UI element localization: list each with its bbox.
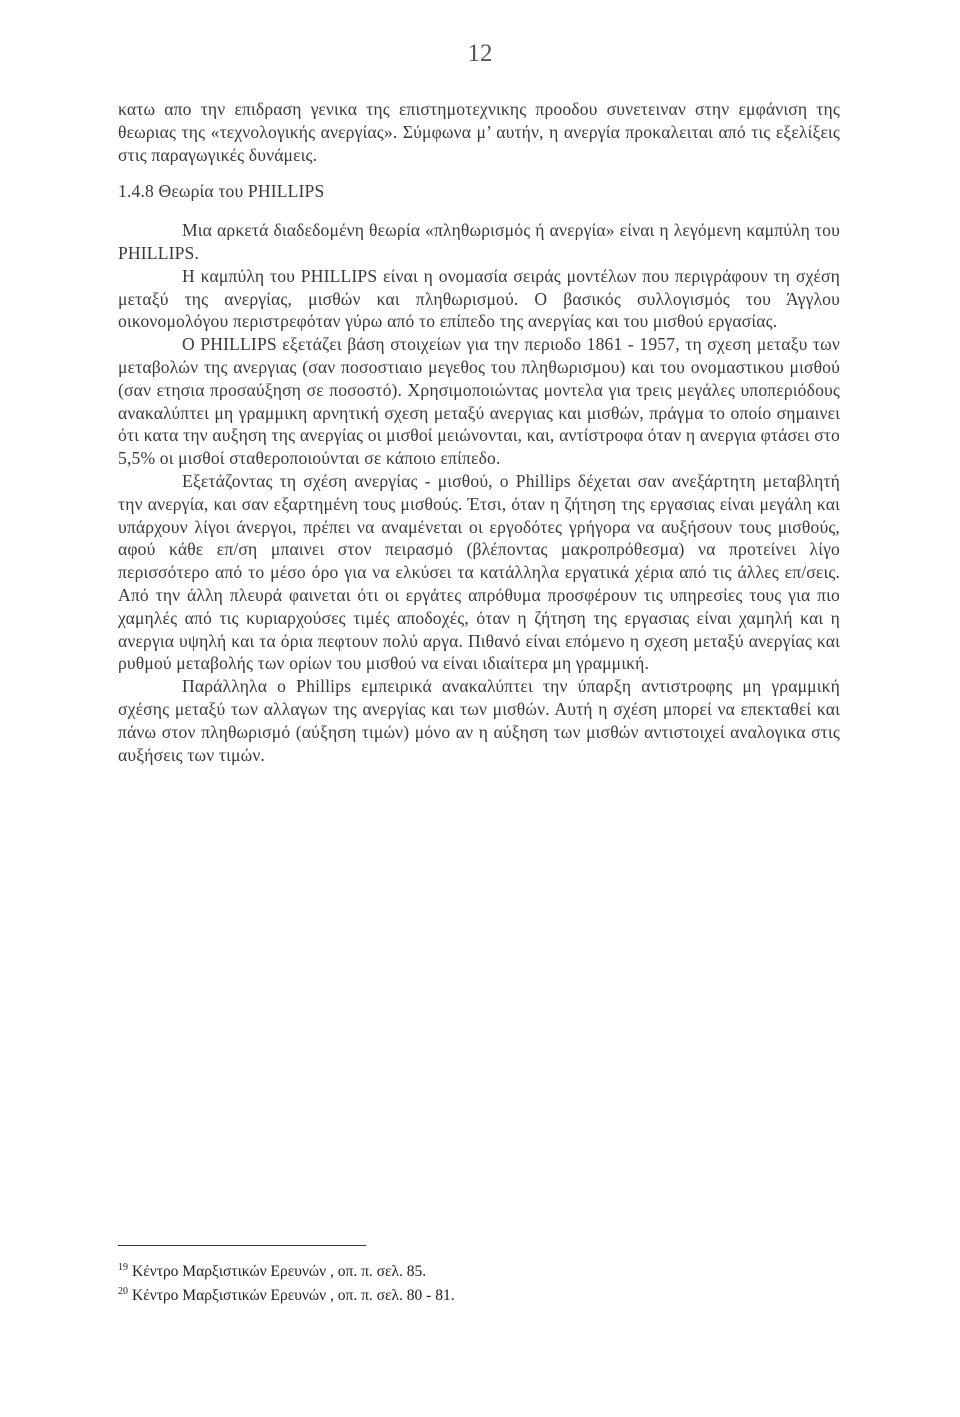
body-text	[118, 98, 840, 766]
intro-paragraph: κατω απο την επιδραση γενικα της επιστημοτεχνικης προοδου συνετειναν στην εμφάνιση της θεωριας της «τεχνολογικής ανεργίας». Σύμφωνα μ’ αυτήν, η ανεργία προκαλειται από τις εξελίξεις στις παραγωγικές δυνάμεις.	[118, 99, 840, 165]
footnote-item	[118, 1282, 455, 1306]
paragraph-4: Εξετάζοντας τη σχέση ανεργίας - μισθού, ο Phillips δέχεται σαν ανεξάρτητη μεταβλητή την ανεργία, και σαν εξαρτημένη τους μισθούς. Έτσι, όταν η ζήτηση της εργασιας είναι μεγάλη και υπάρχουν λίγοι άνεργοι, πρέπει να αναμένεται οι εργοδότες γρήγορα να αυξήσουν τους μισθούς, αφού κάθε επ/ση μπαινει στον πειρασμό (βλέποντας μακροπρόθεσμα) να προτείνει λίγο περισσότερο από το μέσο όρο για να ελκύσει τα κατάλληλα εργατικά χέρια από τις άλλες επ/σεις. Από την άλλη πλευρά φαινεται ότι οι εργάτες απρόθυμα προσφέρουν τις υπηρεσίες τους για πιο χαμηλές από τις κυριαρχούσες τιμές αποδοχές, όταν η ζήτηση της εργασιας είναι χαμηλή και η ανεργια υψηλή και τα όρια πεφτουν πολύ αργα. Πιθανό είναι επόμενο η σχεση μεταξύ ανεργίας και ρυθμού μεταβολής των ορίων του μισθού να είναι ιδιαίτερα μη γραμμική.	[118, 470, 840, 674]
footnote-mark: 19	[118, 1262, 128, 1273]
footnotes	[118, 1258, 455, 1306]
footnote-divider	[118, 1245, 366, 1246]
footnote-text: Κέντρο Μαρξιστικών Ερευνών , οπ. π. σελ. 80 - 81.	[132, 1287, 455, 1304]
paragraph-1: Μια αρκετά διαδεδομένη θεωρία «πληθωρισμός ή ανεργία» είναι η λεγόμενη καμπύλη του PHILLIPS.	[118, 220, 840, 263]
section-heading: 1.4.8 Θεωρία του PHILLIPS	[118, 181, 325, 202]
footnote-text: Κέντρο Μαρξιστικών Ερευνών , οπ. π. σελ. 85.	[132, 1263, 427, 1280]
page-number: 12	[467, 40, 493, 67]
footnote-mark: 20	[118, 1286, 128, 1297]
paragraph-3: Ο PHILLIPS εξετάζει βάση στοιχείων για την περιοδο 1861 - 1957, τη σχεση μεταξυ των μεταβολών της ανεργιας (σαν ποσοστιαιο μεγεθος του πληθωρισμου) και του ονομαστικου μισθού (σαν ετησια προσαύξηση σε ποσοστό). Χρησιμοποιώντας μοντελα για τρεις μεγάλες υποπεριόδους ανακαλύπτει μη γραμμικη αρνητική σχεση μεταξύ ανεργιας και μισθών, πράγμα το οποίο σημαινει ότι κατα την αυξηση της ανεργίας οι μισθοί μειώνονται, και, αντίστροφα όταν η ανεργια φτάσει στο 5,5% οι μισθοί σταθεροποιούνται σε κάποιο επίπεδο.	[118, 334, 840, 469]
footnote-item	[118, 1258, 455, 1282]
paragraph-5: Παράλληλα ο Phillips εμπειρικά ανακαλύπτει την ύπαρξη αντιστροφης μη γραμμική σχέσης μεταξύ των αλλαγων της ανεργίας και των μισθών. Αυτή η σχέση μπορεί να επεκταθεί και πάνω στον πληθωρισμό (αύξηση τιμών) μόνο αν η αύξηση των μισθών αντιστοιχεί αναλογικα στις αυξήσεις των τιμών.	[118, 676, 840, 765]
paragraph-2: Η καμπύλη του PHILLIPS είναι η ονομασία σειράς μοντέλων που περιγράφουν τη σχέση μεταξύ της ανεργίας, μισθών και πληθωρισμού. Ο βασικός συλλογισμός του Άγγλου οικονομολόγου περιστρεφόταν γύρω από το επίπεδο της ανεργίας και του μισθού εργασίας.	[118, 265, 840, 332]
